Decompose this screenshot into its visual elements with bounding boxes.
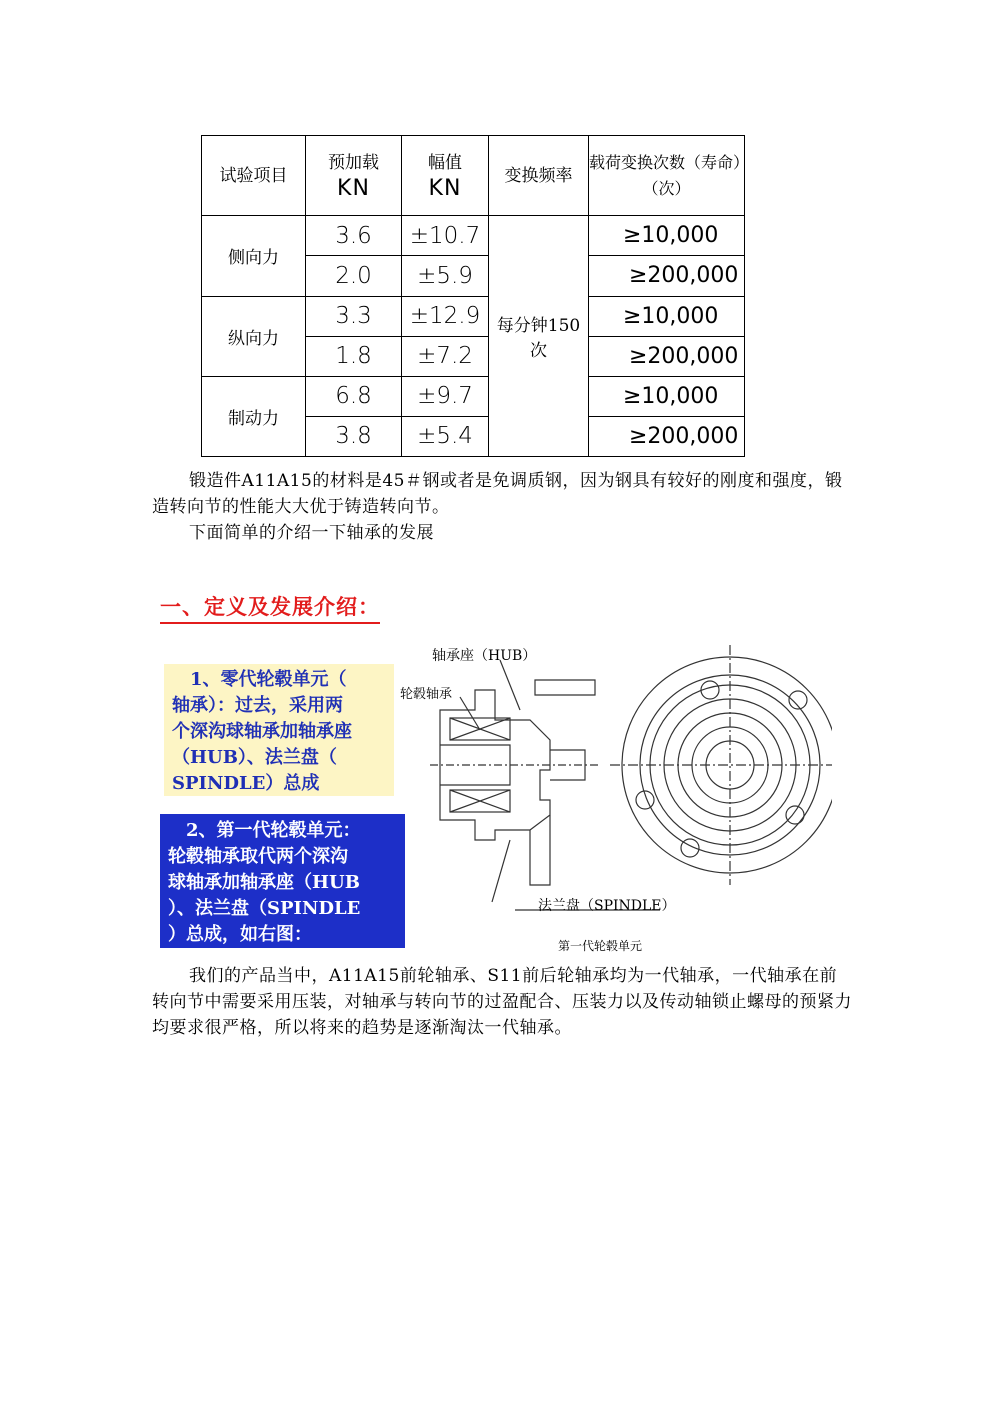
cycles-cell: ≥200,000 [589, 256, 745, 296]
note-line: SPINDLE）总成 [172, 773, 320, 794]
note-line: 球轴承加轴承座（HUB [168, 872, 360, 893]
zero-gen-hub-note [164, 664, 394, 796]
note-line: 轮毂轴承取代两个深沟 [168, 846, 348, 867]
note-line: （HUB）、法兰盘（ [172, 747, 337, 768]
section-heading: 一、定义及发展介绍： [160, 591, 380, 621]
header-cycles-line2: （次） [642, 178, 691, 198]
note-line: ）、法兰盘（SPINDLE [168, 898, 361, 919]
header-amplitude [402, 136, 489, 216]
note-line: 1、零代轮毂单元（ [172, 669, 347, 690]
flange-leg [530, 815, 550, 885]
header-amplitude-label: 幅值 [428, 152, 462, 173]
amplitude-cell: ±9.7 [402, 376, 489, 416]
note-line: ）总成，如右图： [168, 924, 312, 945]
frequency-cell: 每分钟150次 [489, 216, 589, 457]
cycles-cell: ≥10,000 [589, 376, 745, 416]
amplitude-cell: ±10.7 [402, 216, 489, 256]
note-line: 轴承）：过去，采用两 [172, 695, 343, 716]
preload-cell: 3.6 [306, 216, 402, 256]
header-amplitude-unit: KN [428, 175, 462, 201]
header-preload-unit: KN [337, 175, 370, 201]
paragraph-intro: 下面简单的介绍一下轴承的发展 [189, 523, 434, 543]
label-hub: 轴承座（HUB） [432, 648, 537, 664]
table-header-row [202, 136, 745, 216]
header-preload-label: 预加载 [328, 152, 379, 173]
hub-unit-drawing [400, 640, 832, 960]
paragraph-products: 我们的产品当中，A11A15前轮轴承、S11前后轮轴承均为一代轴承，一代轴承在前转向节中需要采用压装，对轴承与转向节的过盈配合、压装力以及传动轴锁止螺母的预紧力均要求很严格，所以将来的趋势是逐渐淘汰一代轴承。 [152, 966, 852, 1038]
category-cell: 制动力 [202, 376, 306, 456]
hub-bolt [535, 680, 595, 695]
paragraph-material: 锻造件A11A15的材料是45＃钢或者是免调质钢，因为钢具有较好的刚度和强度，锻造转向节的性能大大优于铸造转向节。 [152, 471, 843, 517]
category-cell: 纵向力 [202, 296, 306, 376]
cycles-cell: ≥10,000 [589, 296, 745, 336]
preload-cell: 3.3 [306, 296, 402, 336]
label-spindle: 法兰盘（SPINDLE） [538, 898, 676, 914]
amplitude-cell: ±5.9 [402, 256, 489, 296]
header-item: 试验项目 [202, 136, 306, 216]
note-line: 2、第一代轮毂单元： [168, 820, 361, 841]
amplitude-cell: ±7.2 [402, 336, 489, 376]
note-line: 个深沟球轴承加轴承座 [172, 721, 352, 742]
header-cycles-line1: 载荷变换次数（寿命） [589, 152, 750, 172]
first-gen-hub-note [160, 814, 405, 948]
category-cell: 侧向力 [202, 216, 306, 296]
amplitude-cell: ±12.9 [402, 296, 489, 336]
cycles-cell: ≥200,000 [589, 416, 745, 456]
header-cycles [589, 136, 750, 216]
preload-cell: 6.8 [306, 376, 402, 416]
table-row [202, 216, 745, 256]
preload-cell: 1.8 [306, 336, 402, 376]
table-row [202, 376, 745, 416]
drawing-caption: 第一代轮毂单元 [558, 939, 643, 953]
preload-cell: 2.0 [306, 256, 402, 296]
label-bearing: 轮毂轴承 [400, 687, 453, 702]
preload-cell: 3.8 [306, 416, 402, 456]
test-spec-table [201, 135, 750, 457]
cycles-cell: ≥200,000 [589, 336, 745, 376]
cycles-cell: ≥10,000 [589, 216, 745, 256]
header-frequency: 变换频率 [489, 136, 589, 216]
amplitude-cell: ±5.4 [402, 416, 489, 456]
header-preload [306, 136, 402, 216]
table-row [202, 296, 745, 336]
